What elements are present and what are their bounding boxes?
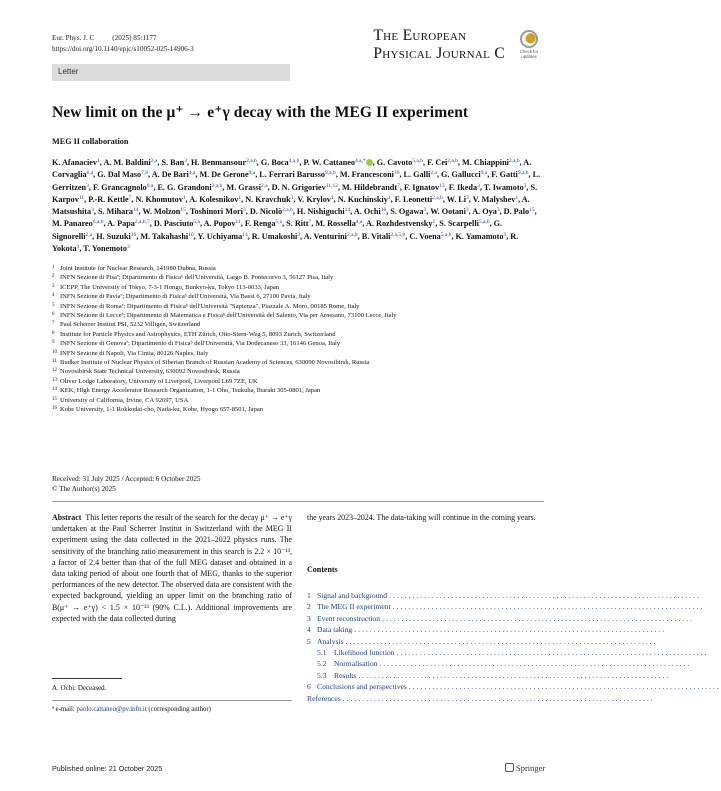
doi-link[interactable]: https://doi.org/10.1140/epjc/s10052-025-14906-3	[52, 45, 194, 53]
author: L. Gerritzen	[52, 170, 541, 192]
author-affiliation-ref[interactable]: 3	[242, 207, 246, 214]
email-prefix: ª e-mail:	[52, 706, 77, 713]
author: S. Scarpelli	[439, 219, 479, 229]
author-affiliation-ref[interactable]: 1	[182, 194, 186, 201]
copyright: © The Author(s) 2025	[52, 484, 116, 493]
affiliation-number: 16	[52, 406, 57, 412]
author: A. M. Baldini	[103, 158, 151, 167]
author: W. Ootani	[430, 207, 466, 217]
author-affiliation-ref[interactable]: 14	[344, 207, 351, 214]
article-dates	[52, 475, 201, 494]
affiliation-text: Budker Institute of Nuclear Physics of Siberian Branch of Russian Academy of Sciences, 630090 Novosibirsk, Russia	[60, 359, 370, 367]
toc-label: Data taking	[317, 625, 353, 635]
affiliation-number: 10	[52, 349, 57, 355]
toc-number: 2	[307, 602, 311, 612]
author-affiliation-ref[interactable]: 5,a,b	[478, 219, 490, 226]
author-affiliation-ref[interactable]: 4,a	[355, 219, 363, 226]
author: V. Malyshev	[472, 194, 516, 204]
affiliation	[52, 349, 544, 358]
affiliation-number: 15	[52, 396, 57, 402]
author-affiliation-ref[interactable]: 11	[235, 219, 241, 226]
author: N. Khomutov	[135, 194, 183, 204]
check-for-updates-button[interactable]	[514, 30, 544, 64]
author: F. Gatti	[491, 170, 518, 180]
toc-label: References	[307, 693, 341, 703]
affiliation-number: 11	[52, 359, 57, 365]
toc-entry[interactable]	[307, 636, 658, 647]
toc-label: Likelihood function	[334, 648, 395, 658]
author: G. Cavoto	[376, 158, 413, 167]
publisher-logo	[505, 763, 545, 773]
author: G. Gallucci	[441, 170, 481, 180]
author: Y. Uchiyama	[197, 231, 243, 241]
author-affiliation-ref[interactable]: 2,a,b	[346, 231, 358, 238]
author-affiliation-ref[interactable]: 16	[188, 231, 194, 238]
author-affiliation-ref[interactable]: 4,a	[188, 170, 196, 177]
author-affiliation-ref[interactable]: 15	[529, 207, 535, 214]
author-affiliation-ref[interactable]: 7	[308, 219, 312, 226]
author-affiliation-ref[interactable]: 6,a	[146, 182, 154, 189]
affiliation-text: INFN Sezione di Pisaª; Dipartimento di Fisicaᵇ dell'Università, Largo B. Pontecorvo 3, 56127 Pisa, Italy	[60, 274, 334, 282]
author-affiliation-ref[interactable]: 1	[290, 194, 294, 201]
author: D. N. Grigoriev	[271, 182, 326, 192]
author: Toshinori Mori	[189, 207, 243, 217]
journal-name-line1: The European	[373, 27, 467, 44]
author: D. Palo	[503, 207, 530, 217]
toc-leader: ................................................................................	[342, 693, 655, 703]
author: A. Oya	[472, 207, 497, 217]
orcid-icon[interactable]	[366, 159, 373, 166]
toc-label: Conclusions and perspectives	[317, 682, 407, 692]
author: B. Vitali	[361, 231, 391, 241]
toc-number: 6	[307, 682, 311, 692]
affiliation-text: INFN Sezione di Genovaª; Dipartimento di Fisicaᵇ dell'Università, Via Dodecaneso 33, 16146 Genoa, Italy	[60, 340, 341, 348]
author: M. Panareo	[52, 219, 93, 229]
email-footnote	[52, 706, 211, 713]
article-type-band	[52, 64, 290, 81]
author: L. Galli	[403, 170, 431, 180]
affiliation-text: University of California, Irvine, CA 92697, USA	[60, 396, 189, 404]
toc-number: 3	[307, 613, 311, 623]
affiliation	[52, 358, 544, 367]
author: S. Mihara	[97, 207, 133, 217]
author: P. W. Cattaneo	[303, 158, 355, 167]
author: D. Nicolò	[249, 207, 283, 217]
author: P.-R. Kettle	[88, 194, 129, 204]
author: E. G. Grandoni	[157, 182, 212, 192]
toc-entry[interactable]	[307, 601, 705, 612]
toc-number: 5.2	[317, 659, 327, 669]
author-affiliation-ref[interactable]: 3	[91, 207, 94, 214]
author: T. Iwamoto	[483, 182, 524, 192]
abstract-continued: the years 2023–2024. The data-taking will continue in the coming years.	[307, 513, 536, 522]
author-affiliation-ref[interactable]: 2,a,b	[508, 158, 520, 164]
affiliation	[52, 264, 544, 273]
affiliation-number: 7	[52, 321, 55, 327]
toc-label: Signal and background	[317, 591, 388, 600]
author-affiliation-ref[interactable]: 3	[86, 182, 89, 189]
author: A. Venturini	[303, 231, 347, 241]
author: G. Dal Maso	[97, 170, 142, 180]
toc-entry[interactable]	[307, 613, 694, 624]
affiliation	[52, 405, 544, 414]
toc-label: The MEG II experiment	[317, 602, 391, 612]
affiliation	[52, 396, 544, 405]
toc-leader: ................................................................................	[379, 659, 692, 669]
author-affiliation-ref[interactable]: 1	[238, 194, 242, 201]
affiliation-text: ICEPP, The University of Tokyo, 7-3-1 Hongo, Bunkyo-ku, Tokyo 113-0033, Japan	[60, 283, 280, 291]
author: R. Yokota	[52, 231, 519, 254]
author-affiliation-ref[interactable]: 9,a,b	[517, 170, 529, 177]
toc-leader: ................................................................................	[345, 636, 658, 646]
author: M. Grassi	[226, 182, 261, 192]
toc-label: Results	[334, 670, 357, 680]
author: R. Umakoshi	[251, 231, 298, 241]
affiliation-text: INFN Sezione di Romaª; Dipartimento di Fisicaᵇ dell'Università "Sapienza", Piazzale A. Moro, 00185 Rome, Italy	[60, 302, 360, 310]
toc-leader: ................................................................................	[382, 613, 694, 623]
affiliation	[52, 311, 544, 320]
footnote-rule-2	[52, 700, 292, 701]
author-affiliation-ref[interactable]: 5,a	[193, 219, 200, 226]
author-affiliation-ref[interactable]: 2,a	[260, 182, 268, 189]
author-affiliation-ref[interactable]: 2,a	[150, 158, 158, 164]
affiliation-text: INFN Sezione di Napoli, Via Cintia, 80126 Naples, Italy	[60, 349, 209, 357]
toc-leader: ................................................................................	[392, 602, 705, 612]
publisher-name: Springer	[516, 763, 546, 773]
author-affiliation-ref[interactable]: 1	[432, 219, 436, 226]
author-affiliation-ref[interactable]: 4,a,*	[355, 158, 366, 164]
affiliation-number: 5	[52, 302, 55, 308]
received-accepted: Received: 31 July 2025 / Accepted: 6 October 2025	[52, 475, 201, 483]
author-affiliation-ref[interactable]: 16	[130, 231, 137, 238]
toc-entry[interactable]	[307, 647, 709, 658]
author: K. Afanaciev	[52, 158, 98, 167]
author: S. Karpov	[52, 182, 538, 204]
author-affiliation-ref[interactable]: 11,12	[325, 182, 338, 189]
affiliation-text: INFN Sezione di Lecceª; Dipartimento di Matematica e Fisicaᵇ dell'Università del Salento, Via per Arnesano, 73100 Lecce, Italy	[60, 312, 397, 320]
paper-title: New limit on the μ⁺ → e⁺γ decay with the MEG II experiment	[52, 104, 469, 121]
toc-label: Normalisation	[334, 659, 378, 669]
author: S. Ogawa	[390, 207, 424, 217]
author: A. Papa	[107, 219, 135, 229]
author-list: K. Afanaciev$^1$, A. M. Baldini$^{2,a}$, S. Ban$^3$, H. Benmansour$^{2,a,b}$, G. Boca$^{4,a,b}$, P. W. Cattaneo$^{4,a,*}$ , G. Cavoto$^{5,a,b}$, F. Cei$^{2,a,b}$, M. Chiappini$^{2,a,b}$, A. Corvaglia$^{6,a}$, G. Dal Maso$^{7,8}$, A. De Bari$^{4,a}$, M. De Gerone$^{9,a}$, L. Ferrari Barusso$^{9,a,b}$, M. Francesconi$^{10}$, L. Galli$^{2,a}$, G. Gallucci$^{9,a}$, F. Gatti$^{9,a,b}$, L. Gerritzen$^3$, F. Grancagnolo$^{6,a}$, E. G. Grandoni$^{2,a,b}$, M. Grassi$^{2,a}$, D. N. Grigoriev$^{11,12}$, M. Hildebrandt$^7$, F. Ignatov$^{13}$, F. Ikeda$^3$, T. Iwamoto$^3$, S. Karpov$^{11}$, P.-R. Kettle$^7$, N. Khomutov$^1$, A. Kolesnikov$^1$, N. Kravchuk$^1$, V. Krylov$^1$, N. Kuchinskiy$^1$, F. Leonetti$^{2,a,b}$, W. Li$^3$, V. Malyshev$^1$, A. Matsushita$^3$, S. Mihara$^{14}$, W. Molzon$^{15}$, Toshinori Mori$^3$, D. Nicolò$^{2,a,b}$, H. Nishiguchi$^{14}$, A. Ochi$^{16}$, S. Ogawa$^3$, W. Ootani$^3$, A. Oya$^3$, D. Palo$^{15}$, M. Panareo$^{6,a,b}$, A. Papa$^{2,a,b,7}$, D. Pasciuto$^{5,a}$, A. Popov$^{11}$, F. Renga$^{5,a}$, S. Ritt$^7$, M. Rossella$^{4,a}$, A. Rozhdestvensky$^1$, S. Scarpelli$^{5,a,b}$, G. Signorelli$^{2,a}$, H. Suzuki$^{16}$, M. Takahashi$^{16}$, Y. Uchiyama$^{14}$, R. Umakoshi$^3$, A. Venturini$^{2,a,b}$, B. Vitali$^{2,a,5,b}$, C. Voena$^{5,a,b}$, K. Yamamoto$^3$, R. Yokota$^3$, T. Yonemoto$^3$	[52, 158, 541, 254]
author-affiliation-ref[interactable]: 6,a,b	[92, 219, 104, 226]
author: A. Corvaglia	[52, 158, 532, 180]
affiliation-text: Oliver Lodge Laboratory, University of Liverpool, Liverpool L69 7ZE, UK	[60, 377, 258, 385]
toc-leader: ................................................................................	[354, 625, 667, 635]
author-affiliation-ref[interactable]: 3	[297, 231, 301, 238]
toc-number: 4	[307, 625, 311, 635]
author-affiliation-ref[interactable]: 5,a	[275, 219, 283, 226]
affiliation-text: INFN Sezione di Paviaª; Dipartimento di Fisicaᵇ dell'Università, Via Bassi 6, 27100 Pavia, Italy	[60, 293, 311, 301]
author: M. De Gerone	[199, 170, 249, 180]
toc-entry[interactable]	[307, 681, 721, 692]
check-updates-label-2: updates	[521, 54, 537, 59]
check-updates-label-1: Check for	[519, 49, 539, 54]
toc-leader: ................................................................................	[396, 648, 709, 658]
author-affiliation-ref[interactable]: 14	[133, 207, 139, 214]
affiliation-number: 14	[52, 387, 57, 393]
author: F. Leonetti	[394, 194, 433, 204]
author-affiliation-ref[interactable]: 9,a	[248, 170, 256, 177]
collaboration: MEG II collaboration	[52, 137, 129, 146]
affiliation-text: Institute for Particle Physics and Astrophysics, ETH Zürich, Otto-Stern-Weg 5, 8093 Zurich, Switzerland	[60, 330, 336, 338]
affiliation-text: Joint Institute for Nuclear Research, 141980 Dubna, Russia	[60, 265, 216, 272]
author-affiliation-ref[interactable]: 1	[515, 194, 519, 201]
author-affiliation-ref[interactable]: 7,8	[141, 170, 149, 177]
email-link[interactable]: paolo.cattaneo@pv.infn.it	[76, 706, 147, 713]
author: G. Signorelli	[52, 219, 503, 241]
author: C. Voena	[409, 231, 441, 241]
journal-name-line2: Physical Journal C	[373, 45, 505, 62]
author-affiliation-ref[interactable]: 11	[78, 194, 85, 201]
author: A. Rozhdestvensky	[366, 219, 433, 229]
affiliation-text: Paul Scherrer Institut PSI, 5232 Villigen, Switzerland	[60, 321, 201, 329]
affiliation-number: 3	[52, 283, 55, 289]
citation-header	[52, 33, 194, 55]
author: G. Boca	[260, 158, 289, 167]
abstract-label: Abstract	[52, 513, 82, 522]
author-affiliation-ref[interactable]: 3	[466, 194, 469, 201]
author-affiliation-ref[interactable]: 6,a	[86, 170, 94, 177]
affiliation	[52, 330, 544, 339]
author: L. Ferrari Barusso	[259, 170, 326, 180]
author: A. Kolesnikov	[189, 194, 239, 204]
author-affiliation-ref[interactable]: 15	[180, 207, 186, 214]
toc-entry[interactable]	[307, 590, 701, 601]
author-affiliation-ref[interactable]: 2,a,5,b	[390, 231, 406, 238]
affiliation	[52, 283, 544, 292]
author-affiliation-ref[interactable]: 2,a,b	[282, 207, 293, 214]
author-affiliation-ref[interactable]: 3	[523, 182, 527, 189]
author: V. Krylov	[297, 194, 331, 204]
affiliation	[52, 377, 544, 386]
author: S. Ban	[161, 158, 185, 167]
author-affiliation-ref[interactable]: 2,a,b	[246, 158, 257, 164]
author-affiliation-ref[interactable]: 2,a	[85, 231, 93, 238]
affiliation	[52, 273, 544, 282]
affiliation	[52, 367, 544, 376]
author: F. Ikeda	[448, 182, 478, 192]
divider	[52, 501, 544, 502]
author: A. Matsushita	[52, 194, 530, 217]
affiliation-number: 12	[52, 368, 57, 374]
footnote-rule	[52, 678, 122, 679]
published-date: Published online: 21 October 2025	[52, 764, 163, 773]
article-type: Letter	[58, 67, 79, 76]
author: T. Yonemoto	[83, 244, 127, 254]
author: A. De Bari	[151, 170, 189, 180]
affiliation-text: Novosibirsk State Technical University, 630092 Novosibirsk, Russia	[60, 368, 240, 376]
author: F. Grancagnolo	[92, 182, 147, 192]
toc-number: 5.3	[317, 670, 327, 680]
toc-label: Analysis	[317, 636, 344, 646]
author: M. Francesconi	[339, 170, 394, 180]
affiliation	[52, 339, 544, 348]
author: M. Hildebrandt	[342, 182, 398, 192]
author: D. Pasciuto	[153, 219, 194, 229]
journal-logo	[373, 27, 505, 63]
toc-number: 1	[307, 591, 311, 600]
affiliation-text: KEK, High Energy Accelerator Research Organization, 1-1 Oho, Tsukuba, Ibaraki 305-0801, Japan	[60, 387, 321, 395]
author-affiliation-ref[interactable]: 3	[503, 231, 507, 238]
springer-horse-icon	[505, 763, 514, 772]
author: A. Popov	[203, 219, 236, 229]
table-of-contents	[307, 590, 721, 704]
author: H. Benmansour	[191, 158, 247, 167]
author-affiliation-ref[interactable]: 3	[477, 182, 480, 189]
abstract	[52, 512, 292, 624]
author-affiliation-ref[interactable]: 7	[397, 182, 400, 189]
author-affiliation-ref[interactable]: 3	[465, 207, 469, 214]
author-affiliation-ref[interactable]: 13	[439, 182, 445, 189]
author-affiliation-ref[interactable]: 2,a,b	[432, 194, 443, 201]
author: F. Renga	[244, 219, 276, 229]
author-affiliation-ref[interactable]: 10	[393, 170, 400, 177]
author-affiliation-ref[interactable]: 9,a,b	[325, 170, 336, 177]
affiliation-number: 8	[52, 330, 55, 336]
author-affiliation-ref[interactable]: 2,a,b,7	[134, 219, 150, 226]
affiliation	[52, 386, 544, 395]
author: N. Kravchuk	[245, 194, 291, 204]
author-affiliation-ref[interactable]: 2,a,b	[211, 182, 223, 189]
author-affiliation-ref[interactable]: 4,a,b	[288, 158, 300, 164]
author-affiliation-ref[interactable]: 3	[184, 158, 187, 164]
author: M. Chiappini	[462, 158, 509, 167]
toc-entry[interactable]	[307, 670, 671, 681]
author: W. Li	[446, 194, 467, 204]
author-affiliation-ref[interactable]: 2,a,b	[447, 158, 458, 164]
author-affiliation-ref[interactable]: 1	[330, 194, 334, 201]
author-affiliation-ref[interactable]: 5,a,b	[440, 231, 452, 238]
affiliation-list	[52, 264, 544, 415]
author: W. Molzon	[142, 207, 181, 217]
toc-leader: ................................................................................	[408, 682, 721, 692]
affiliation-number: 9	[52, 340, 55, 346]
author: H. Suzuki	[96, 231, 131, 241]
author: F. Cei	[427, 158, 448, 167]
author: K. Yamamoto	[455, 231, 504, 241]
contents-heading: Contents	[307, 565, 338, 574]
author: H. Nishiguchi	[296, 207, 345, 217]
author: S. Ritt	[286, 219, 309, 229]
author: M. Rossella	[315, 219, 356, 229]
author: N. Kuchinskiy	[337, 194, 388, 204]
author-affiliation-ref[interactable]: 1	[387, 194, 391, 201]
toc-entry[interactable]	[307, 658, 692, 669]
author-affiliation-ref[interactable]: 9,a	[480, 170, 488, 177]
author-affiliation-ref[interactable]: 3	[423, 207, 427, 214]
toc-number: 5	[307, 636, 311, 646]
affiliation	[52, 292, 544, 301]
author-affiliation-ref[interactable]: 7	[128, 194, 132, 201]
affiliation	[52, 302, 544, 311]
affiliation-number: 6	[52, 312, 55, 318]
affiliation-number: 13	[52, 377, 57, 383]
author-affiliation-ref[interactable]: 3	[76, 244, 80, 251]
affiliation-number: 2	[52, 274, 55, 280]
email-suffix: (corresponding author)	[146, 706, 211, 713]
author-affiliation-ref[interactable]: 3	[496, 207, 500, 214]
affiliation	[52, 320, 544, 329]
deceased-note: A. Ochi: Deceased.	[52, 684, 107, 692]
affiliation-number: 1	[52, 265, 55, 270]
toc-label: Event reconstruction	[317, 613, 381, 623]
affiliation-number: 4	[52, 293, 55, 299]
author-affiliation-ref[interactable]: 14	[242, 231, 248, 238]
author-affiliation-ref[interactable]: 16	[380, 207, 387, 214]
toc-entry[interactable]	[307, 624, 667, 635]
toc-number: 5.1	[317, 648, 327, 658]
toc-leader: ................................................................................	[358, 670, 671, 680]
affiliation-text: Kobe University, 1-1 Rokkodai-cho, Nada-ku, Kobe, Hyogo 657-8501, Japan	[60, 406, 264, 414]
abstract-text: This letter reports the result of the search for the decay μ⁺ → e⁺γ undertaken at the Paul Scherrer Institut in Switzerland with the MEG II experiment using the data collected in the 2021–2022 physics runs. The sensitivity of the branching ratio measurement in this search is 2.2 × 10⁻¹³, a factor of 2.4 better than that of the full MEG dataset and obtained in a data taking period of about one fourth that of MEG, thanks to the superior performances of the new detector. The observed data are consistent with the expected background, yielding an upper limit on the branching ratio of B(μ⁺ → e⁺γ) < 1.5 × 10⁻¹³ (90% C.L.). Additional improvements are expected with the data collected during	[52, 513, 292, 623]
bookmark-icon: ⬤	[525, 33, 537, 44]
toc-leader: ................................................................................	[389, 591, 701, 600]
toc-entry[interactable]	[307, 693, 655, 704]
citation: Eur. Phys. J. C (2025) 85:1177	[52, 34, 157, 42]
author: A. Ochi	[353, 207, 381, 217]
author-affiliation-ref[interactable]: 2,a	[430, 170, 437, 177]
author: M. Takahashi	[140, 231, 189, 241]
author: F. Ignatov	[403, 182, 440, 192]
author-affiliation-ref[interactable]: 1	[97, 158, 100, 164]
author-affiliation-ref[interactable]: 5,a,b	[412, 158, 423, 164]
author-affiliation-ref[interactable]: 3	[126, 244, 130, 251]
